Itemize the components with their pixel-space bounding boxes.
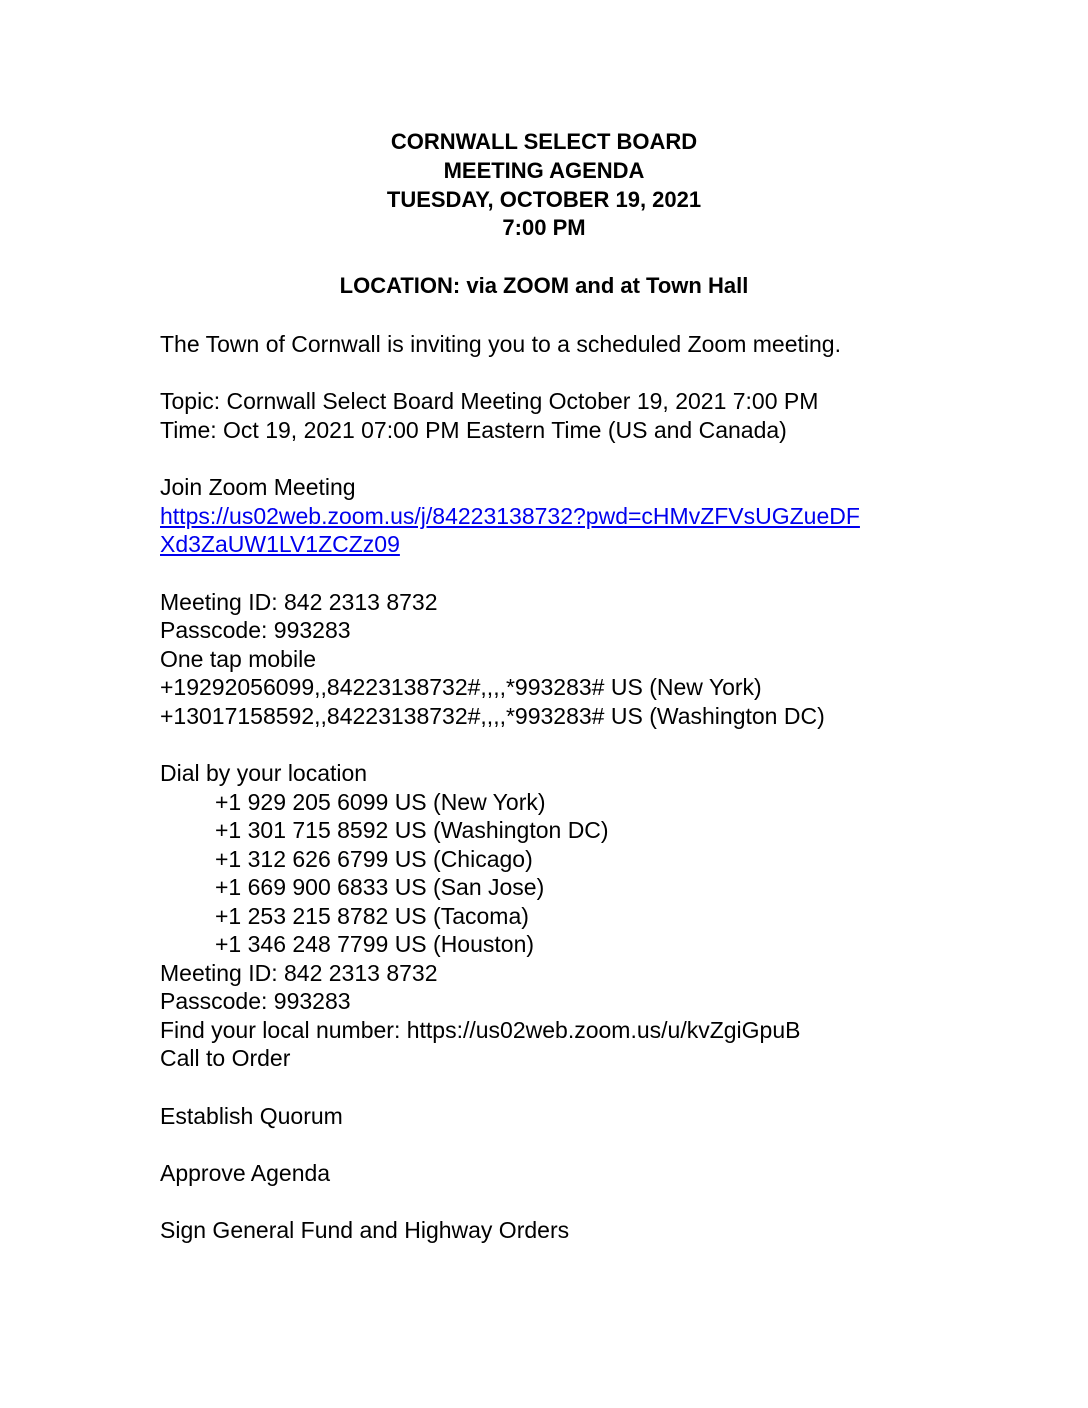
dial-number-houston: +1 346 248 7799 US (Houston) [215, 931, 535, 957]
meeting-date: TUESDAY, OCTOBER 19, 2021 [386, 187, 702, 212]
passcode: Passcode: 993283 [160, 617, 351, 643]
dial-label: Dial by your location [160, 760, 368, 786]
agenda-item-call-to-order: Call to Order [160, 1045, 291, 1071]
agenda-title: MEETING AGENDA [443, 158, 645, 183]
time-text: Time: Oct 19, 2021 07:00 PM Eastern Time (US and Canada) [160, 417, 787, 443]
one-tap-label: One tap mobile [160, 646, 316, 672]
local-number-text: Find your local number: https://us02web.zoom.us/u/kvZgiGpuB [160, 1017, 801, 1043]
dial-number-san-jose: +1 669 900 6833 US (San Jose) [215, 874, 545, 900]
meeting-time: 7:00 PM [502, 215, 586, 240]
meeting-id: Meeting ID: 842 2313 8732 [160, 589, 438, 615]
invite-text: The Town of Cornwall is inviting you to a scheduled Zoom meeting. [160, 331, 841, 357]
agenda-item-sign-orders: Sign General Fund and Highway Orders [160, 1217, 570, 1243]
passcode-repeat: Passcode: 993283 [160, 988, 351, 1014]
dial-number-new-york: +1 929 205 6099 US (New York) [215, 789, 546, 815]
dial-number-chicago: +1 312 626 6799 US (Chicago) [215, 846, 533, 872]
dial-number-tacoma: +1 253 215 8782 US (Tacoma) [215, 903, 529, 929]
join-link-line-2[interactable]: Xd3ZaUW1LV1ZCZz09 [160, 531, 400, 557]
one-tap-number-washington: +13017158592,,84223138732#,,,,*993283# US (Washington DC) [160, 703, 825, 729]
agenda-item-establish-quorum: Establish Quorum [160, 1103, 343, 1129]
join-label: Join Zoom Meeting [160, 474, 356, 500]
location-heading: LOCATION: via ZOOM and at Town Hall [339, 273, 749, 298]
meeting-id-repeat: Meeting ID: 842 2313 8732 [160, 960, 438, 986]
one-tap-number-new-york: +19292056099,,84223138732#,,,,*993283# US (New York) [160, 674, 762, 700]
board-title: CORNWALL SELECT BOARD [390, 129, 698, 154]
agenda-item-approve-agenda: Approve Agenda [160, 1160, 331, 1186]
dial-number-washington: +1 301 715 8592 US (Washington DC) [215, 817, 609, 843]
join-link-line-1[interactable]: https://us02web.zoom.us/j/84223138732?pwd=cHMvZFVsUGZueDF [160, 503, 860, 529]
topic-text: Topic: Cornwall Select Board Meeting October 19, 2021 7:00 PM [160, 388, 819, 414]
